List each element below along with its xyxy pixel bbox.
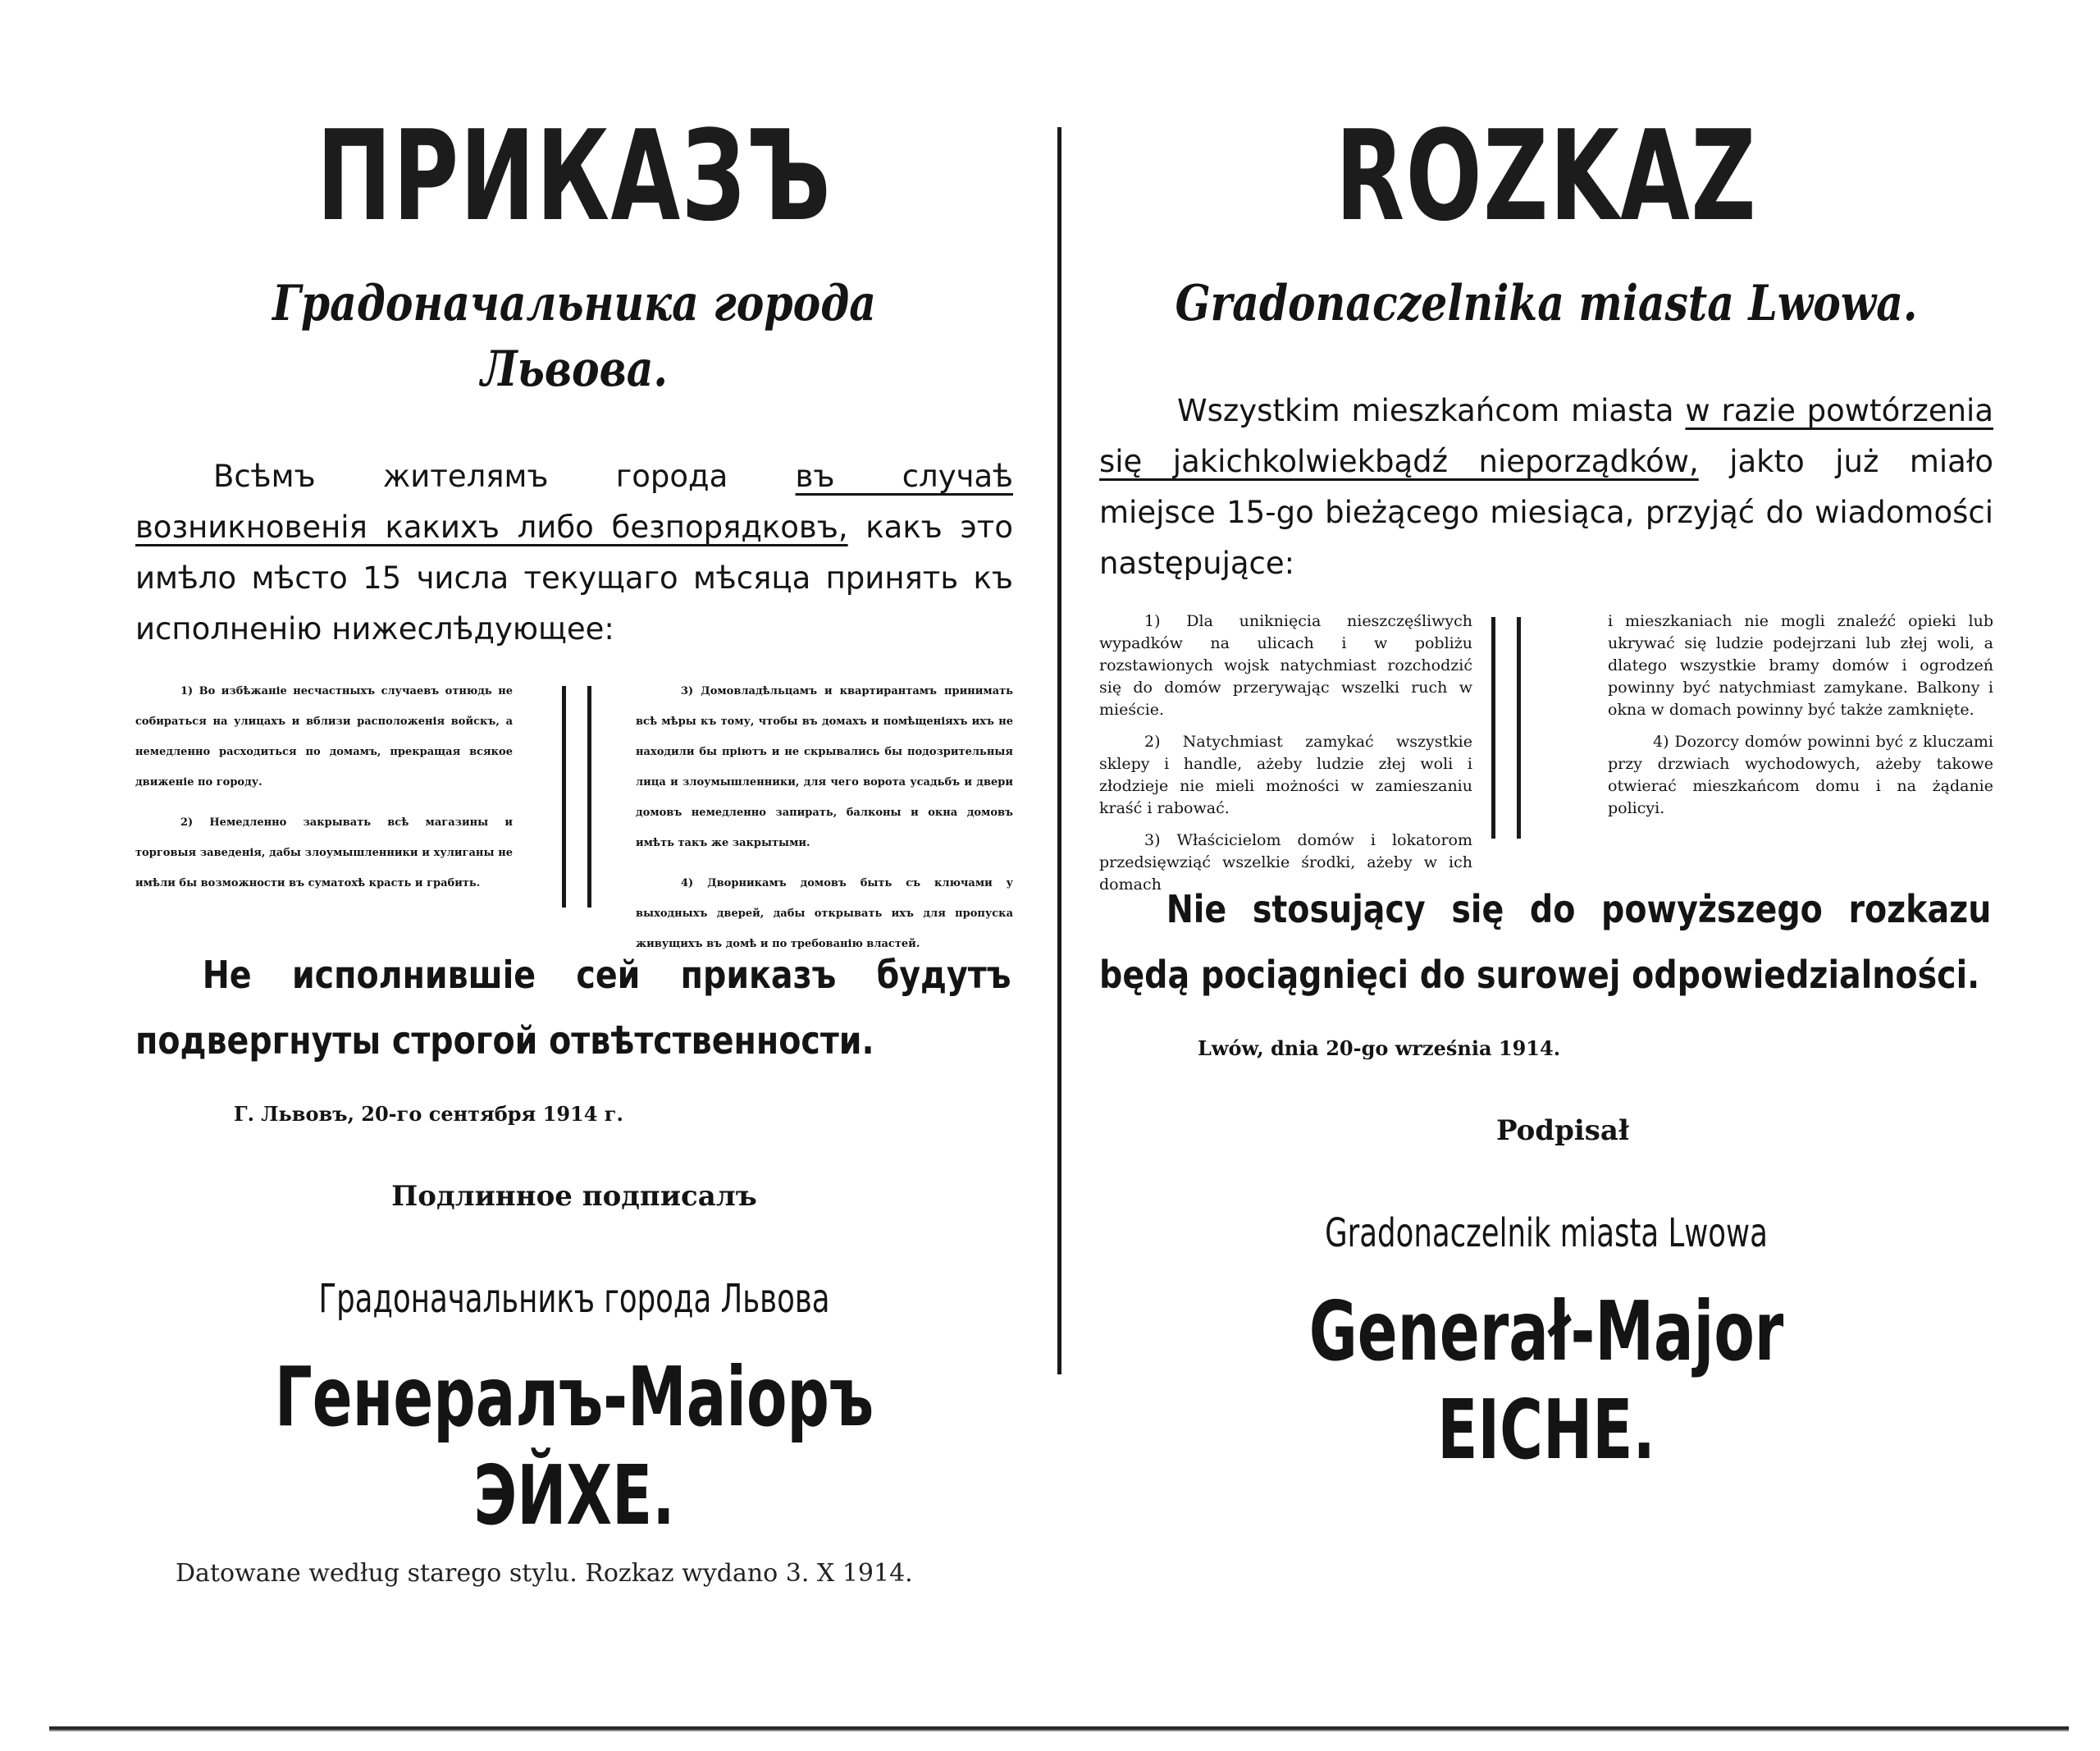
ru-title: ПРИКАЗЪ: [316, 103, 833, 249]
ru-points-left: [135, 676, 513, 922]
pl-subtitle: Gradonaczelnika miasta Lwowa.: [1175, 275, 1918, 332]
ru-point-1: 1) Во избѣжаніе несчастныхъ случаевъ отнюдь не собираться на улицахъ и вблизи расположенія войскъ, а немедленно расходиться по домамъ, прекращая всякое движеніе по городу.: [135, 685, 513, 789]
pl-intro-lead: Wszystkim mieszkańcom miasta: [1177, 393, 1686, 428]
ru-double-rule: [562, 686, 591, 908]
pl-intro-rest: jakto już miało miejsce 15-go bieżącego miesiąca, przyjąć do wiadomości następujące:: [1099, 444, 1993, 581]
pl-intro-underlined: w razie powtórzenia się jakichkolwiekbądź nieporządków,: [1099, 393, 1994, 479]
ru-point-3: 3) Домовладѣльцамъ и квартирантамъ принимать всѣ мѣры къ тому, чтобы въ домахъ и помѣщеніяхъ ихъ не находили бы пріютъ и не скрывались бы подозрительныя лица и злоумышленники, для чего ворота усадьбъ и двери домовъ немедленно запирать, балконы и окна домовъ имѣть такъ же закрытыми.: [636, 685, 1013, 849]
pl-point-4: 4) Dozorcy domów powinni być z kluczami przy drzwiach wychodowych, ażeby takowe otwierać mieszkańcom domu i na żądanie policyi.: [1608, 733, 1993, 817]
pl-points: [1099, 610, 1993, 894]
ru-date: Г. Львовъ, 20-го сентября 1914 г.: [234, 1102, 623, 1126]
column-divider: [1057, 127, 1061, 1374]
pl-signature: Generał-Major EICHE.: [1308, 1283, 1784, 1478]
pl-title: ROZKAZ: [1335, 103, 1758, 249]
ru-point-2: 2) Немедленно закрывать всѣ магазины и торговыя заведенія, дабы злоумышленники и хулиганы не имѣли бы возможности въ суматохѣ красть и грабить.: [135, 816, 513, 889]
russian-column: [135, 103, 1013, 1545]
pl-points-right: [1608, 610, 1993, 857]
ru-points-right: [636, 676, 1013, 950]
ru-intro-underlined: въ случаѣ возникновенія какихъ либо безпорядковъ,: [135, 459, 1013, 545]
ru-intro-lead: Всѣмъ жителямъ города: [213, 459, 796, 494]
ru-signed: Подлинное подписалъ: [391, 1180, 757, 1213]
pl-intro: [1099, 386, 1993, 589]
ru-subtitle: Градоначальника города Львова.: [272, 275, 876, 398]
ru-warning: Не исполнившіе сей приказъ будутъ подвергнуты строгой отвѣтственности.: [135, 953, 1011, 1063]
pl-point-2: 2) Natychmiast zamykać wszystkie sklepy i handle, ażeby ludzie złej woli i złodzieje nie mieli możności w zamieszaniu kraść i rabować.: [1099, 733, 1472, 817]
polish-column: [1099, 103, 1994, 1479]
pl-signed: Podpisał: [1495, 1114, 1630, 1147]
ru-intro: [135, 451, 1013, 655]
ru-point-4: 4) Дворникамъ домовъ быть съ ключами у выходныхъ дверей, дабы открывать ихъ для пропуска живущихъ въ домѣ и по требованію властей.: [636, 877, 1013, 950]
ru-signature: Генералъ-Маіоръ ЭЙХЕ.: [274, 1349, 874, 1543]
pl-point-1: 1) Dla uniknięcia nieszczęśliwych wypadków na ulicach i w pobliżu rozstawionych wojsk natychmiast rozchodzić się do domów przerywając wszelki ruch w mieście.: [1099, 612, 1472, 719]
ru-office: Градоначальникъ города Львова: [318, 1276, 830, 1322]
footnote: Datowane według starego stylu. Rozkaz wydano 3. X 1914.: [176, 1559, 913, 1588]
ru-intro-rest: какъ это имѣло мѣсто 15 числа текущаго мѣсяца принять къ исполненію нижеслѣдующее:: [135, 510, 1013, 647]
pl-date: Lwów, dnia 20-go września 1914.: [1198, 1036, 1561, 1060]
pl-point-3-cont: i mieszkaniach nie mogli znaleźć opieki lub ukrywać się ludzie podejrzani lub złej woli, a dlatego wszystkie bramy domów i ogrodzeń powinny być natychmiast zamykane. Balkony i okna w domach powinny być także zamknięte.: [1608, 612, 1993, 719]
pl-warning: Nie stosujący się do powyższego rozkazu będą pociągnięci do surowej odpowiedzialności.: [1099, 887, 1992, 997]
pl-double-rule: [1491, 617, 1521, 839]
pl-office: Gradonaczelnik miasta Lwowa: [1325, 1210, 1768, 1256]
pl-point-3: 3) Właścicielom domów i lokatorom przedsięwziąć wszelkie środki, ażeby w ich domach: [1099, 831, 1472, 894]
ru-points: [135, 676, 1013, 950]
pl-points-left: [1099, 610, 1472, 894]
bottom-rule: [49, 1726, 2069, 1731]
